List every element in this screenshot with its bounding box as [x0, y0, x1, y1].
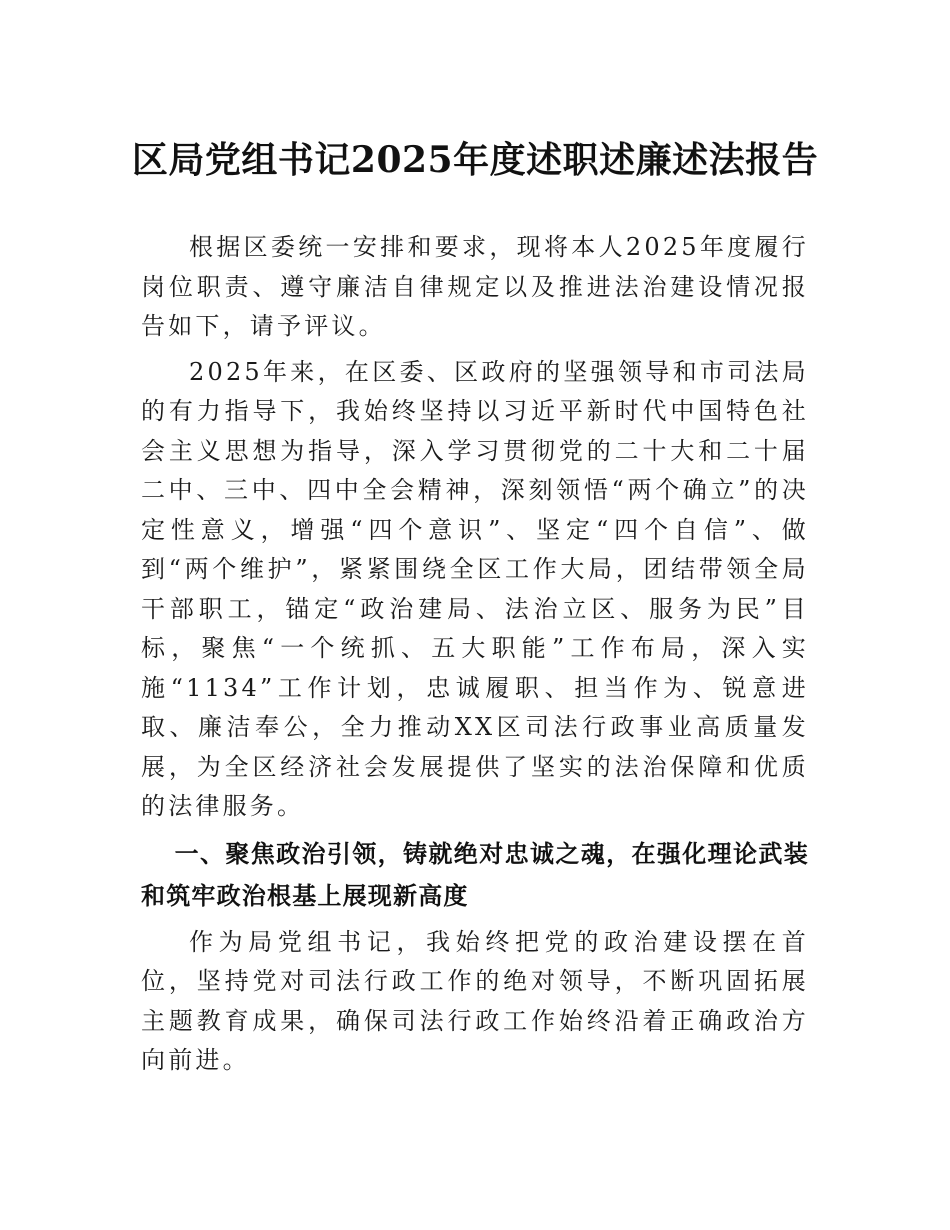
intro-paragraph: 根据区委统一安排和要求，现将本人2025年度履行岗位职责、遵守廉洁自律规定以及推进法治建设情况报告如下，请予评议。: [141, 233, 809, 340]
section-heading-1: 一、聚焦政治引领，铸就绝对忠诚之魂，在强化理论武装和筑牢政治根基上展现新高度: [141, 839, 809, 910]
overview-paragraph: 2025年来，在区委、区政府的坚强领导和市司法局的有力指导下，我始终坚持以习近平新时代中国特色社会主义思想为指导，深入学习贯彻党的二十大和二十届二中、三中、四中全会精神，深刻领悟“两个确立”的决定性意义，增强“四个意识”、坚定“四个自信”、做到“两个维护”，紧紧围绕全区工作大局，团结带领全局干部职工，锚定“政治建局、法治立区、服务为民”目标，聚焦“一个统抓、五大职能”工作布局，深入实施“1134”工作计划，忠诚履职、担当作为、锐意进取、廉洁奉公，全力推动XX区司法行政事业高质量发展，为全区经济社会发展提供了坚实的法治保障和优质的法律服务。: [141, 357, 809, 820]
document-title: 区局党组书记2025年度述职述廉述法报告: [131, 139, 819, 182]
document-body: [141, 228, 809, 1087]
section-1-paragraph: 作为局党组书记，我始终把党的政治建设摆在首位，坚持党对司法行政工作的绝对领导，不断巩固拓展主题教育成果，确保司法行政工作始终沿着正确政治方向前进。: [141, 927, 809, 1074]
